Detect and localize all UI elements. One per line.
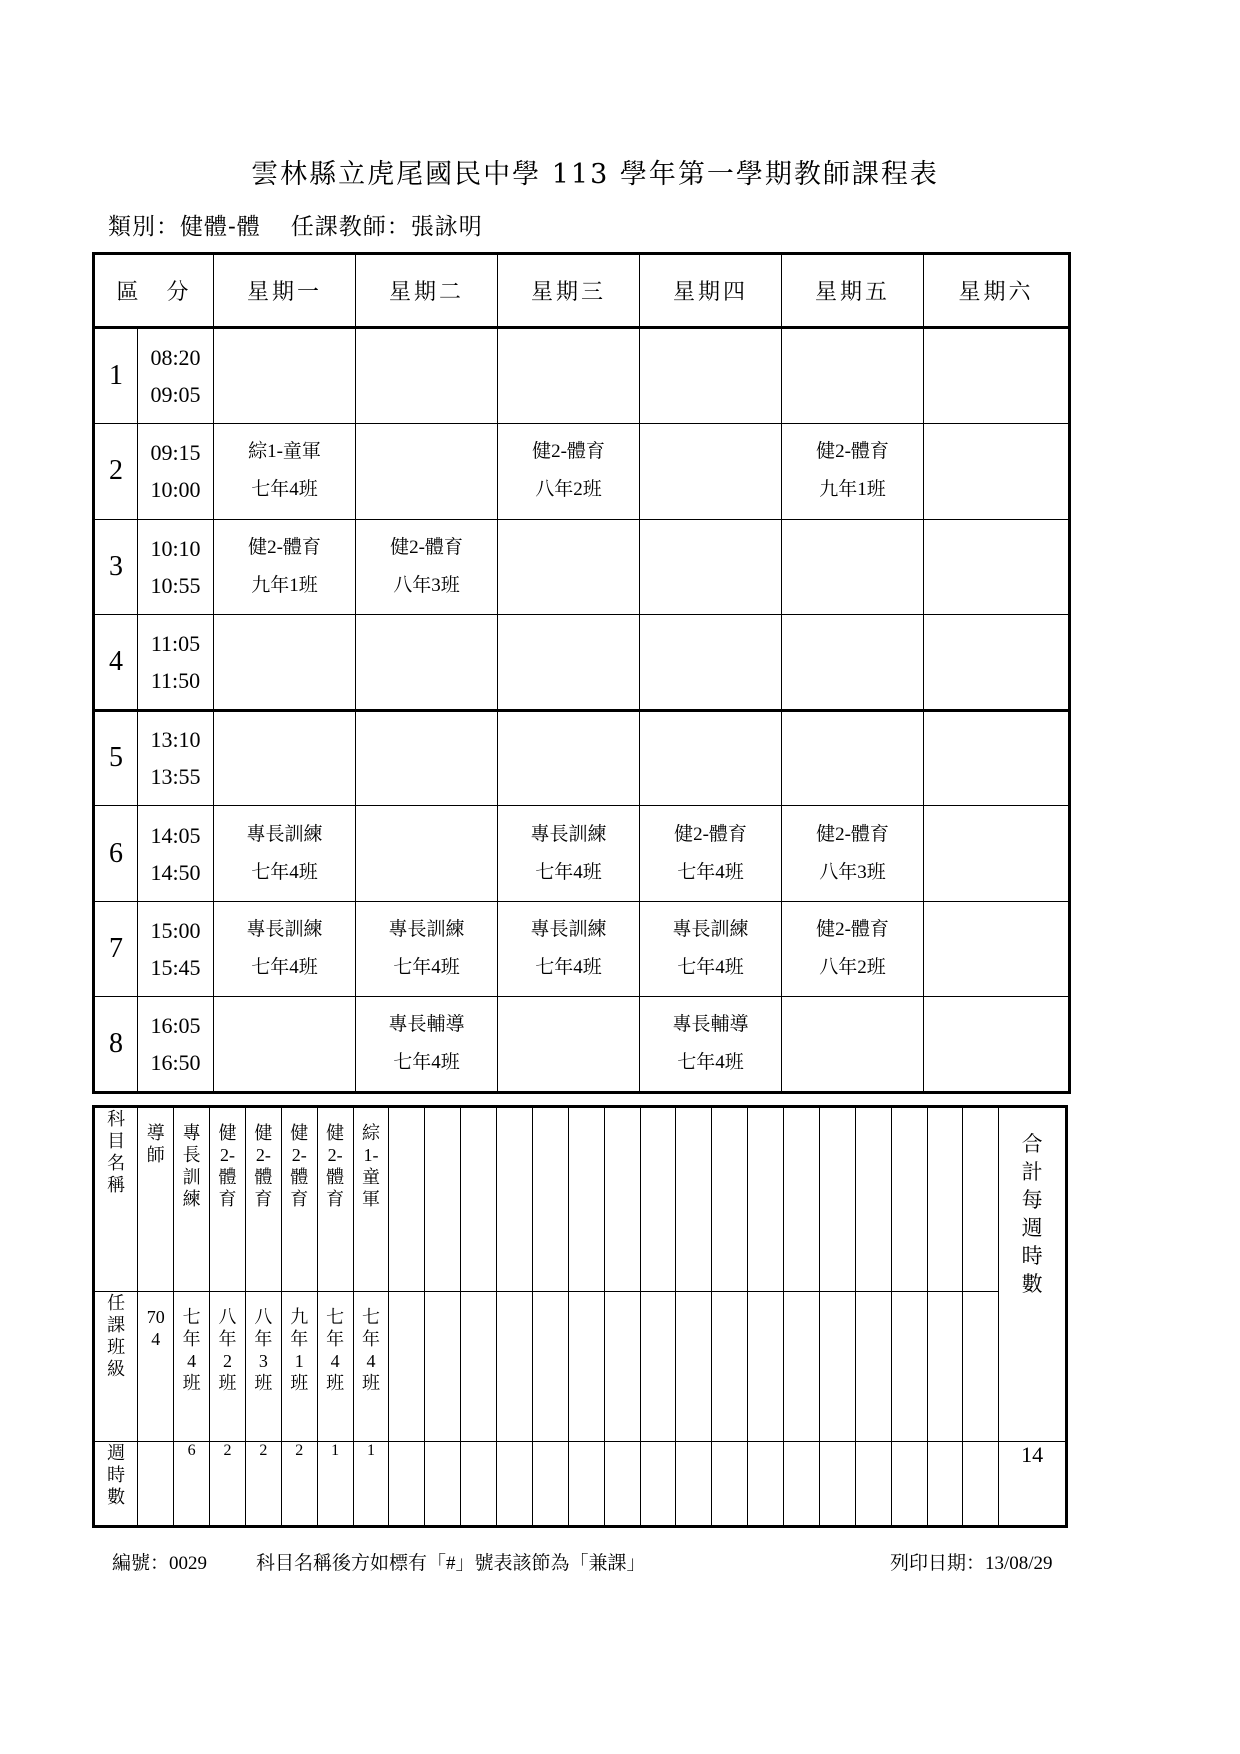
summary-empty-cell [497,1107,533,1292]
cell-subject: 健2-體育 [248,536,321,558]
cell-class: 七年4班 [535,957,602,979]
class-cell[interactable] [782,519,924,615]
cell-subject: 綜1-童軍 [248,441,321,463]
summary-empty-cell [676,1442,712,1527]
summary-class: 九年1班 [290,1307,309,1393]
day-header-mon: 星期一 [214,254,356,328]
summary-subject: 導師 [146,1123,165,1165]
cell-subject: 專長訓練 [388,919,465,941]
summary-table [92,1105,1068,1528]
cell-subject: 專長訓練 [246,919,323,941]
period-number: 3 [94,519,138,615]
summary-empty-cell [927,1442,963,1527]
summary-empty-cell [748,1292,784,1442]
class-cell[interactable] [782,997,924,1093]
class-cell[interactable] [924,806,1070,902]
period-row [94,615,1070,711]
summary-empty-cell [712,1292,748,1442]
summary-class-cell [138,1292,174,1442]
cell-subject: 健2-體育 [674,823,747,845]
class-cell[interactable] [214,615,356,711]
cell-class: 八年3班 [819,861,886,883]
class-cell[interactable] [782,424,924,520]
summary-empty-cell [604,1292,640,1442]
period-number: 1 [94,328,138,424]
class-cell[interactable] [214,424,356,520]
schedule-header-row [94,254,1070,328]
summary-class: 七年4班 [361,1307,380,1393]
period-end: 10:00 [150,477,201,503]
period-start: 13:10 [150,727,201,753]
serial-number: 編號：0029 [112,1553,208,1574]
section-header: 區 分 [94,254,214,328]
class-cell[interactable] [640,710,782,806]
summary-empty-cell [640,1107,676,1292]
summary-empty-cell [568,1292,604,1442]
period-time [138,519,214,615]
class-cell[interactable] [214,901,356,997]
period-end: 11:50 [150,667,201,693]
class-cell[interactable] [356,997,498,1093]
class-cell[interactable] [356,519,498,615]
period-end: 09:05 [150,382,201,408]
period-number: 8 [94,997,138,1093]
class-cell[interactable] [924,615,1070,711]
total-label: 合計每週時數 [1021,1132,1043,1296]
class-cell[interactable] [498,901,640,997]
class-cell[interactable] [498,328,640,424]
summary-empty-cell [748,1442,784,1527]
class-cell[interactable] [498,997,640,1093]
period-start: 10:10 [150,535,201,561]
summary-class-cell [210,1292,246,1442]
summary-empty-cell [425,1107,461,1292]
summary-hours [138,1442,174,1527]
teacher-name: 張詠明 [410,214,483,240]
summary-empty-cell [389,1292,425,1442]
summary-empty-cell [532,1442,568,1527]
hours-label: 週時數 [107,1443,126,1507]
summary-empty-cell [640,1442,676,1527]
period-number: 2 [94,424,138,520]
summary-empty-cell [532,1107,568,1292]
class-cell[interactable] [214,806,356,902]
total-label-cell [999,1107,1067,1442]
day-header-thu: 星期四 [640,254,782,328]
class-cell[interactable] [356,424,498,520]
summary-empty-cell [963,1292,999,1442]
summary-subject-row [94,1107,1067,1292]
period-row [94,901,1070,997]
summary-subject: 健2-體育 [290,1123,309,1209]
cell-subject: 健2-體育 [816,823,889,845]
period-start: 14:05 [150,822,201,848]
teacher-meta [108,208,483,241]
cell-subject: 專長訓練 [530,823,607,845]
class-label: 任課班級 [107,1293,126,1379]
cell-subject: 專長輔導 [672,1014,749,1036]
class-cell[interactable] [640,328,782,424]
class-cell[interactable] [640,615,782,711]
summary-empty-cell [497,1442,533,1527]
cell-subject: 專長訓練 [530,919,607,941]
summary-subject-cell [210,1107,246,1292]
period-start: 08:20 [150,345,201,371]
footer-note: 科目名稱後方如標有「#」號表該節為「兼課」 [256,1553,646,1574]
period-row [94,997,1070,1093]
summary-empty-cell [855,1107,891,1292]
summary-subject: 健2-體育 [218,1123,237,1209]
cell-subject: 專長訓練 [246,823,323,845]
summary-subject: 綜1-童軍 [361,1123,380,1209]
page-title: 雲林縣立虎尾國民中學 113 學年第一學期教師課程表 [251,159,939,190]
summary-class: 七年4班 [182,1307,201,1393]
cell-subject: 專長輔導 [388,1014,465,1036]
class-cell[interactable] [924,901,1070,997]
summary-empty-cell [389,1442,425,1527]
summary-empty-cell [497,1292,533,1442]
summary-empty-cell [568,1107,604,1292]
period-row [94,806,1070,902]
class-cell[interactable] [782,901,924,997]
summary-empty-cell [712,1107,748,1292]
period-row [94,328,1070,424]
class-cell[interactable] [498,710,640,806]
summary-empty-cell [891,1442,927,1527]
summary-empty-cell [784,1107,820,1292]
cell-class: 七年4班 [677,957,744,979]
period-end: 16:50 [150,1050,201,1076]
class-cell[interactable] [782,710,924,806]
period-number: 7 [94,901,138,997]
summary-empty-cell [461,1107,497,1292]
class-cell[interactable] [356,901,498,997]
class-cell[interactable] [356,328,498,424]
day-header-fri: 星期五 [782,254,924,328]
summary-subject-cell [317,1107,353,1292]
class-cell[interactable] [214,997,356,1093]
class-cell[interactable] [924,997,1070,1093]
summary-class-cell [245,1292,281,1442]
class-cell[interactable] [356,710,498,806]
period-number: 5 [94,710,138,806]
summary-empty-cell [712,1442,748,1527]
hours-label-cell [94,1442,138,1527]
cell-subject: 健2-體育 [816,441,889,463]
class-cell[interactable] [924,710,1070,806]
period-time [138,424,214,520]
cell-class: 七年4班 [393,1052,460,1074]
class-cell[interactable] [640,424,782,520]
class-cell[interactable] [214,710,356,806]
summary-empty-cell [891,1292,927,1442]
class-cell[interactable] [214,328,356,424]
class-cell[interactable] [924,424,1070,520]
period-number: 6 [94,806,138,902]
class-cell[interactable] [640,519,782,615]
summary-hours: 2 [245,1442,281,1527]
cell-class: 七年4班 [677,861,744,883]
summary-empty-cell [676,1107,712,1292]
summary-subject: 健2-體育 [326,1123,345,1209]
subject-label-cell [94,1107,138,1292]
summary-hours: 1 [317,1442,353,1527]
total-hours: 14 [999,1442,1067,1527]
cell-class: 七年4班 [251,479,318,501]
summary-hours: 2 [281,1442,317,1527]
period-start: 09:15 [150,440,201,466]
summary-empty-cell [425,1442,461,1527]
summary-hours-row [94,1442,1067,1527]
summary-empty-cell [425,1292,461,1442]
period-end: 15:45 [150,955,201,981]
summary-subject-cell [138,1107,174,1292]
class-cell[interactable] [498,806,640,902]
summary-class-cell [317,1292,353,1442]
summary-class-row [94,1292,1067,1442]
class-cell[interactable] [640,901,782,997]
summary-hours: 2 [210,1442,246,1527]
class-cell[interactable] [640,806,782,902]
summary-class: 七年4班 [326,1307,345,1393]
cell-class: 八年2班 [819,957,886,979]
cell-class: 九年1班 [251,574,318,596]
summary-empty-cell [819,1442,855,1527]
class-cell[interactable] [356,806,498,902]
class-cell[interactable] [498,615,640,711]
summary-subject: 健2-體育 [254,1123,273,1209]
cell-class: 九年1班 [819,479,886,501]
cell-class: 七年4班 [251,957,318,979]
period-row [94,519,1070,615]
summary-empty-cell [784,1292,820,1442]
cell-class: 七年4班 [393,957,460,979]
summary-subject-cell [174,1107,210,1292]
category-label: 類別： [108,214,180,240]
period-time [138,615,214,711]
summary-empty-cell [927,1107,963,1292]
period-end: 14:50 [150,859,201,885]
cell-subject: 健2-體育 [532,441,605,463]
summary-empty-cell [819,1107,855,1292]
summary-subject: 專長訓練 [182,1123,201,1209]
category-value: 健體-體 [180,214,261,240]
cell-class: 八年3班 [393,574,460,596]
period-time [138,710,214,806]
summary-class: 八年3班 [254,1307,273,1393]
cell-subject: 健2-體育 [390,536,463,558]
summary-empty-cell [748,1107,784,1292]
summary-empty-cell [855,1292,891,1442]
print-date: 列印日期：13/08/29 [890,1553,1053,1574]
class-cell[interactable] [640,997,782,1093]
class-cell[interactable] [498,519,640,615]
summary-empty-cell [855,1442,891,1527]
summary-hours: 6 [174,1442,210,1527]
summary-empty-cell [389,1107,425,1292]
summary-empty-cell [604,1442,640,1527]
summary-class: 八年2班 [218,1307,237,1393]
period-time [138,997,214,1093]
cell-class: 八年2班 [535,479,602,501]
summary-empty-cell [963,1107,999,1292]
summary-empty-cell [784,1442,820,1527]
summary-subject-cell [281,1107,317,1292]
teacher-label: 任課教師： [290,214,411,240]
period-row [94,424,1070,520]
class-cell[interactable] [498,424,640,520]
period-time [138,328,214,424]
period-time [138,806,214,902]
summary-empty-cell [676,1292,712,1442]
summary-empty-cell [532,1292,568,1442]
period-number: 4 [94,615,138,711]
day-header-wed: 星期三 [498,254,640,328]
period-row [94,710,1070,806]
summary-hours: 1 [353,1442,389,1527]
period-end: 13:55 [150,764,201,790]
cell-subject: 專長訓練 [672,919,749,941]
summary-empty-cell [568,1442,604,1527]
subject-label: 科目名稱 [107,1109,126,1195]
summary-class-cell [281,1292,317,1442]
cell-class: 七年4班 [535,861,602,883]
class-cell[interactable] [924,519,1070,615]
class-cell[interactable] [782,806,924,902]
period-start: 11:05 [150,630,201,656]
class-cell[interactable] [924,328,1070,424]
summary-empty-cell [461,1442,497,1527]
summary-class-cell [353,1292,389,1442]
cell-class: 七年4班 [251,861,318,883]
summary-empty-cell [604,1107,640,1292]
summary-class: 704 [146,1307,165,1349]
schedule-table [92,252,1071,1094]
summary-empty-cell [891,1107,927,1292]
summary-empty-cell [927,1292,963,1442]
cell-class: 七年4班 [677,1052,744,1074]
class-label-cell [94,1292,138,1442]
summary-subject-cell [245,1107,281,1292]
period-start: 16:05 [150,1013,201,1039]
summary-class-cell [174,1292,210,1442]
summary-empty-cell [461,1292,497,1442]
cell-subject: 健2-體育 [816,919,889,941]
class-cell[interactable] [214,519,356,615]
summary-empty-cell [963,1442,999,1527]
day-header-sat: 星期六 [924,254,1070,328]
period-end: 10:55 [150,572,201,598]
class-cell[interactable] [356,615,498,711]
summary-empty-cell [640,1292,676,1442]
period-start: 15:00 [150,918,201,944]
class-cell[interactable] [782,328,924,424]
period-time [138,901,214,997]
class-cell[interactable] [782,615,924,711]
day-header-tue: 星期二 [356,254,498,328]
summary-subject-cell [353,1107,389,1292]
summary-empty-cell [819,1292,855,1442]
